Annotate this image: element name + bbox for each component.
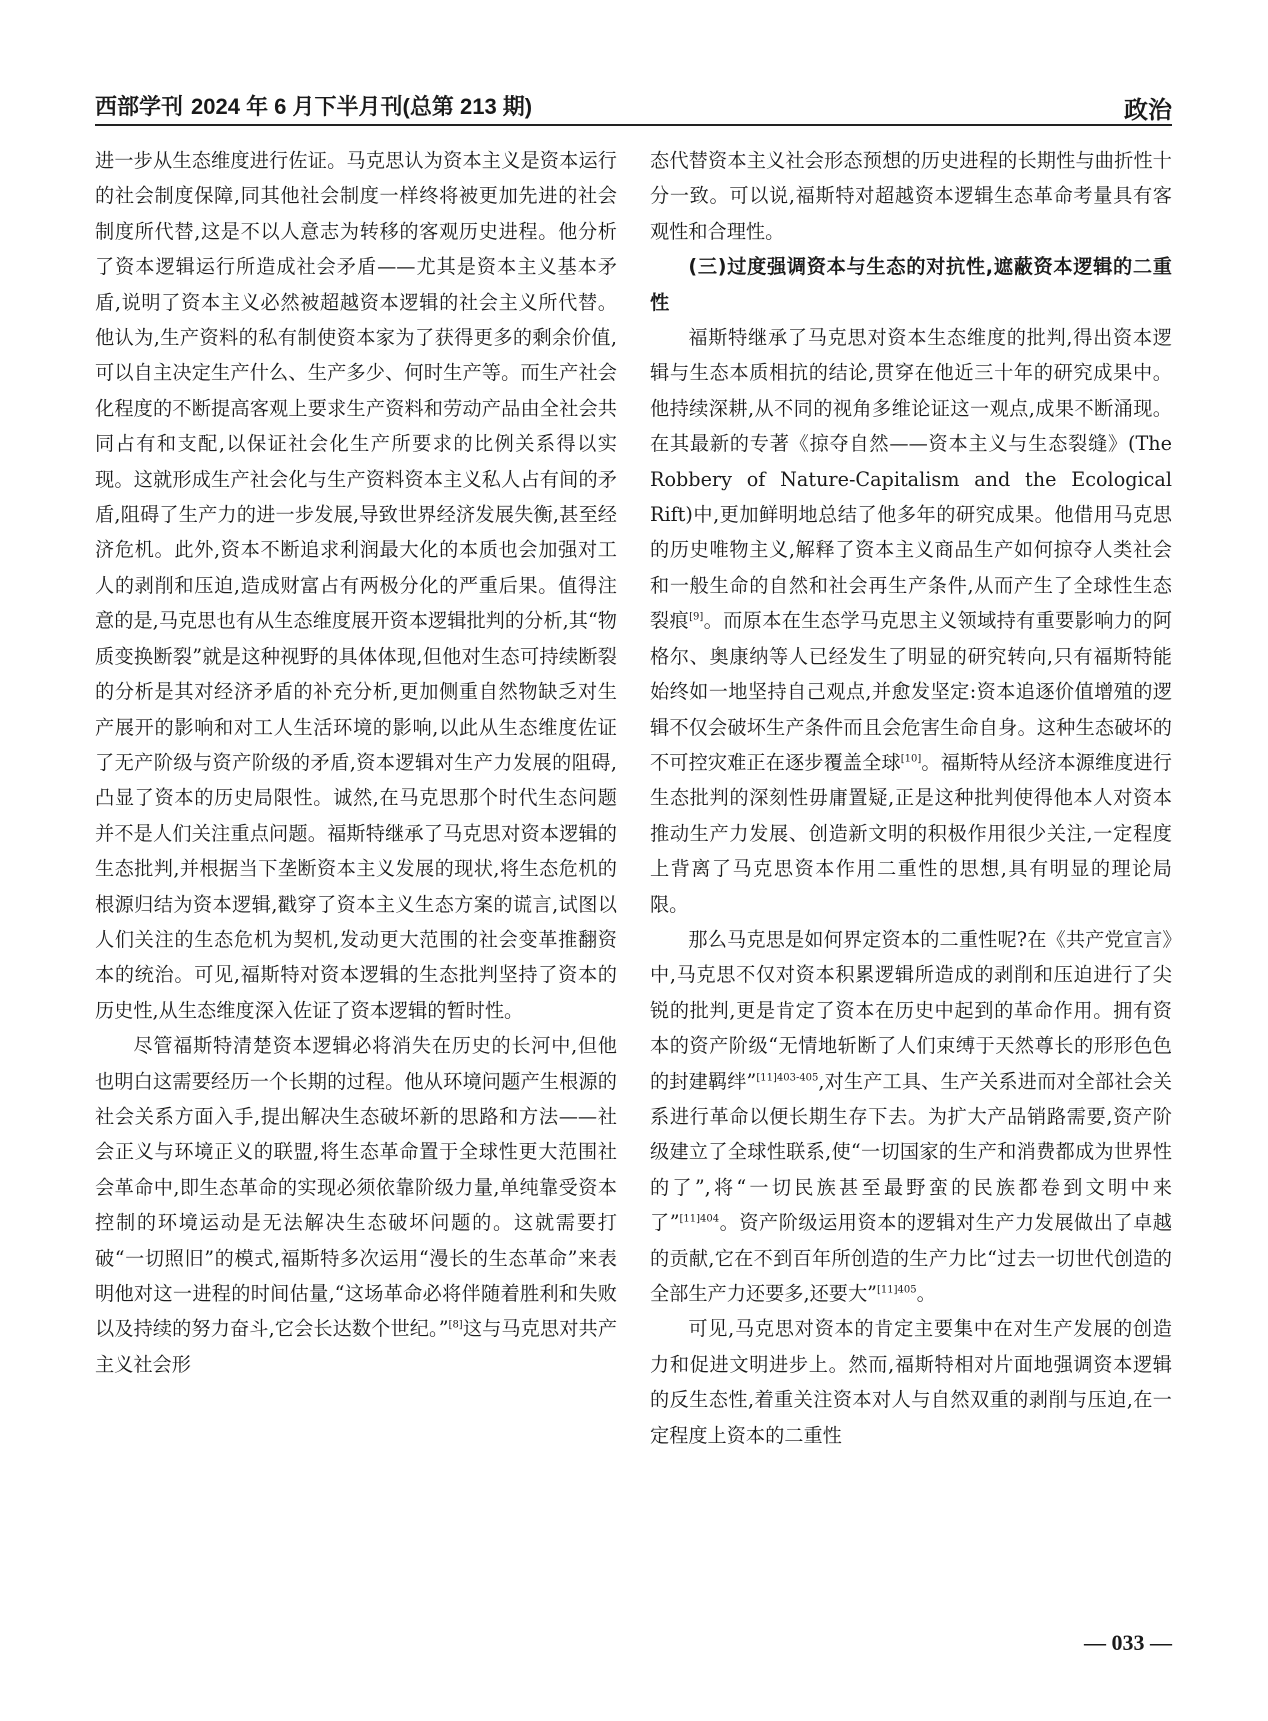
paragraph: 可见,马克思对资本的肯定主要集中在对生产发展的创造力和促进文明进步上。然而,福斯特相对片面地强调资本逻辑的反生态性,着重关注资本对人与自然双重的剥削与压迫,在一定程度上资本的二重性 [650,1317,1172,1447]
issue-info: 2024 年 6 月下半月刊(总第 213 期) [191,94,533,119]
page-number: — 033 — [1084,1630,1172,1655]
citation: [11]405 [876,1284,917,1296]
journal-title [95,90,532,121]
section-label: 政治 [1124,97,1172,124]
citation: [10] [900,753,922,765]
running-header [95,80,1172,124]
paragraph [95,1028,617,1382]
text-run: 这与马克思对共产主义社会形 [95,1317,617,1376]
text-run: 。 [916,1282,936,1305]
text-run: ,对生产工具、生产关系进而对全部社会关系进行革命以便长期生存下去。为扩大产品销路需要,资产阶级建立了全球性联系,使“一切国家的生产和消费都成为世界性的了”,将“一切民族甚至最野蛮的民族都卷到文明中来了” [650,1069,1172,1235]
header-rule [95,124,1172,126]
section-heading: (三)过度强调资本与生态的对抗性,遮蔽资本逻辑的二重性 [650,255,1172,314]
text-run: 。而原本在生态学马克思主义领域持有重要影响力的阿格尔、奥康纳等人已经发生了明显的研究转向,只有福斯特能始终如一地坚持自己观点,并愈发坚定:资本追逐价值增殖的逻辑不仅会破坏生产条件而且会危害生命自身。这种生态破坏的不可控灾难正在逐步覆盖全球 [650,609,1172,774]
left-column [95,143,617,1663]
citation: [9] [689,611,704,623]
citation: [11]404 [679,1213,720,1225]
text-run: 尽管福斯特清楚资本逻辑必将消失在历史的长河中,但他也明白这需要经历一个长期的过程。他从环境问题产生根源的社会关系方面入手,提出解决生态破坏新的思路和方法——社会正义与环境正义的联盟,将生态革命置于全球性更大范围社会革命中,即生态革命的实现必须依靠阶级力量,单纯靠受资本控制的环境运动是无法解决生态破坏问题的。这就需要打破“一切照旧”的模式,福斯特多次运用“漫长的生态革命”来表明他对这一进程的时间估量,“这场革命必将伴随着胜利和失败以及持续的努力奋斗,它会长达数个世纪。” [95,1034,617,1341]
citation: [8] [448,1320,463,1332]
paragraph: 态代替资本主义社会形态预想的历史进程的长期性与曲折性十分一致。可以说,福斯特对超越资本逻辑生态革命考量具有客观性和合理性。 [650,149,1172,243]
journal-name: 西部学刊 [95,94,184,120]
citation: [11]403-405 [756,1072,819,1084]
right-column [650,143,1172,1663]
text-run: 那么马克思是如何界定资本的二重性呢?在《共产党宣言》中,马克思不仅对资本积累逻辑所造成的剥削和压迫进行了尖锐的批判,更是肯定了资本在历史中起到的革命作用。拥有资本的资产阶级“无情地斩断了人们束缚于天然尊长的形形色色的封建羁绊” [650,927,1172,1093]
paragraph [650,922,1172,1311]
paragraph: 进一步从生态维度进行佐证。马克思认为资本主义是资本运行的社会制度保障,同其他社会制度一样终将被更加先进的社会制度所代替,这是不以人意志为转移的客观历史进程。他分析了资本逻辑运行所造成社会矛盾——尤其是资本主义基本矛盾,说明了资本主义必然被超越资本逻辑的社会主义所代替。他认为,生产资料的私有制使资本家为了获得更多的剩余价值,可以自主决定生产什么、生产多少、何时生产等。而生产社会化程度的不断提高客观上要求生产资料和劳动产品由全社会共同占有和支配,以保证社会化生产所要求的比例关系得以实现。这就形成生产社会化与生产资料资本主义私人占有间的矛盾,阻碍了生产力的进一步发展,导致世界经济发展失衡,甚至经济危机。此外,资本不断追求利润最大化的本质也会加强对工人的剥削和压迫,造成财富占有两极分化的严重后果。值得注意的是,马克思也有从生态维度展开资本逻辑批判的分析,其“物质变换断裂”就是这种视野的具体体现,但他对生态可持续断裂的分析是其对经济矛盾的补充分析,更加侧重自然物缺乏对生产展开的影响和对工人生活环境的影响,以此从生态维度佐证了无产阶级与资产阶级的矛盾,资本逻辑对生产力发展的阻碍,凸显了资本的历史局限性。诚然,在马克思那个时代生态问题并不是人们关注重点问题。福斯特继承了马克思对资本逻辑的生态批判,并根据当下垄断资本主义发展的现状,将生态危机的根源归结为资本逻辑,戳穿了资本主义生态方案的谎言,试图以人们关注的生态危机为契机,发动更大范围的社会变革推翻资本的统治。可见,福斯特对资本逻辑的生态批判坚持了资本的历史性,从生态维度深入佐证了资本逻辑的暂时性。 [95,149,617,1022]
text-run: 。资产阶级运用资本的逻辑对生产力发展做出了卓越的贡献,它在不到百年所创造的生产力比“过去一切世代创造的全部生产力还要多,还要大” [650,1211,1172,1305]
text-run: 福斯特继承了马克思对资本生态维度的批判,得出资本逻辑与生态本质相抗的结论,贯穿在他近三十年的研究成果中。他持续深耕,从不同的视角多维论证这一观点,成果不断涌现。在其最新的专著《掠夺自然——资本主义与生态裂缝》(The Robbery of Nature-Capitalism and the Ecological Rift)中,更加鲜明地总结了他多年的研究成果。他借用马克思的历史唯物主义,解释了资本主义商品生产如何掠夺人类社会和一般生命的自然和社会再生产条件,从而产生了全球性生态裂痕 [650,326,1172,633]
paragraph [650,320,1172,922]
text-run: 。福斯特从经济本源维度进行生态批判的深刻性毋庸置疑,正是这种批判使得他本人对资本推动生产力发展、创造新文明的积极作用很少关注,一定程度上背离了马克思资本作用二重性的思想,具有明显的理论局限。 [650,750,1172,916]
